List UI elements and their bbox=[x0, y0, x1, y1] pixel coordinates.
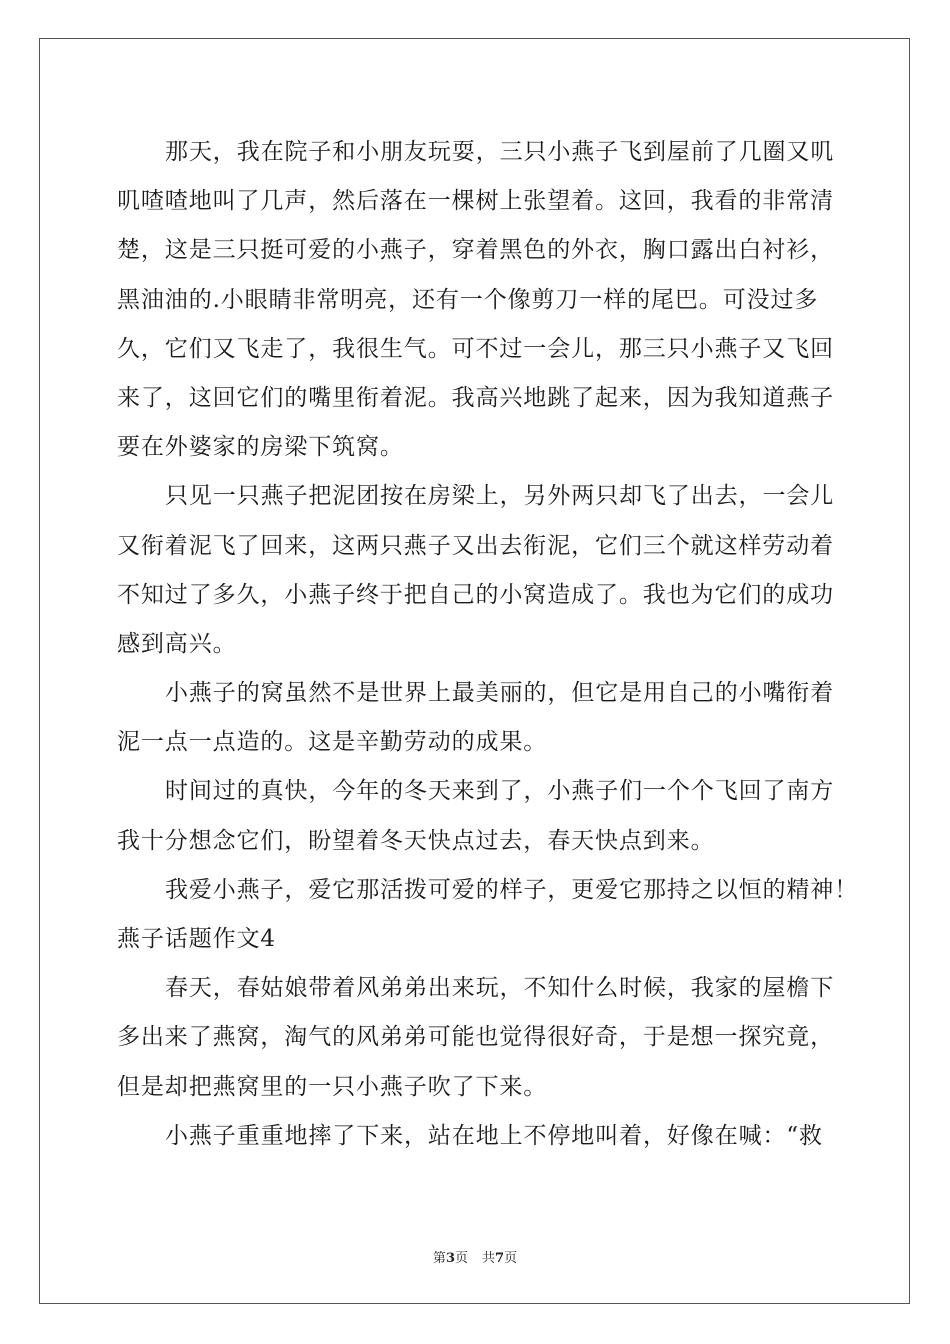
text-line: 楚，这是三只挺可爱的小燕子，穿着黑色的外衣，胸口露出白衬衫， bbox=[117, 237, 834, 264]
text-line: 感到高兴。 bbox=[117, 630, 237, 657]
text-line: 小燕子重重地摔了下来，站在地上不停地叫着，好像在喊：“救 bbox=[165, 1122, 823, 1149]
text-line: 春天，春姑娘带着风弟弟出来玩，不知什么时候，我家的屋檐下 bbox=[165, 975, 835, 1002]
document-body bbox=[117, 128, 859, 1161]
page-unit: 页 bbox=[454, 1251, 468, 1266]
text-line: 又衔着泥飞了回来，这两只燕子又出去衔泥，它们三个就这样劳动着 bbox=[117, 532, 834, 559]
text-line: 只见一只燕子把泥团按在房梁上，另外两只却飞了出去，一会儿 bbox=[165, 483, 835, 510]
text-line: 但是却把燕窝里的一只小燕子吹了下来。 bbox=[117, 1073, 548, 1100]
text-line: 久，它们又飞走了，我很生气。可不过一会儿，那三只小燕子又飞回 bbox=[117, 335, 834, 362]
current-page-number: 3 bbox=[445, 1251, 455, 1266]
total-page-number: 7 bbox=[495, 1251, 505, 1266]
page-prefix: 第 bbox=[432, 1251, 446, 1266]
text-line: 我十分想念它们，盼望着冬天快点过去，春天快点到来。 bbox=[117, 827, 715, 854]
text-line: 泥一点一点造的。这是辛勤劳动的成果。 bbox=[117, 729, 548, 756]
text-line: 黑油油的.小眼睛非常明亮，还有一个像剪刀一样的尾巴。可没过多 bbox=[117, 286, 819, 313]
text-line: 那天，我在院子和小朋友玩耍，三只小燕子飞到屋前了几圈又叽 bbox=[165, 139, 835, 165]
total-unit: 页 bbox=[504, 1251, 518, 1266]
page-footer bbox=[0, 1247, 950, 1266]
text-line: 来了，这回它们的嘴里衔着泥。我高兴地跳了起来，因为我知道燕子 bbox=[117, 384, 834, 411]
section-heading: 燕子话题作文4 bbox=[117, 926, 276, 952]
text-line: 我爱小燕子，爱它那活拨可爱的样子，更爱它那持之以恒的精神！ bbox=[165, 876, 859, 903]
text-line: 时间过的真快，今年的冬天来到了，小燕子们一个个飞回了南方 bbox=[165, 778, 835, 805]
text-line: 多出来了燕窝，淘气的风弟弟可能也觉得很好奇，于是想一探究竟， bbox=[117, 1024, 834, 1051]
text-line: 要在外婆家的房梁下筑窝。 bbox=[117, 434, 404, 461]
text-line: 叽喳喳地叫了几声，然后落在一棵树上张望着。这回，我看的非常清 bbox=[117, 188, 834, 215]
text-line: 不知过了多久，小燕子终于把自己的小窝造成了。我也为它们的成功 bbox=[117, 581, 834, 608]
text-line: 小燕子的窝虽然不是世界上最美丽的，但它是用自己的小嘴衔着 bbox=[165, 680, 835, 707]
total-prefix: 共 bbox=[482, 1251, 496, 1266]
